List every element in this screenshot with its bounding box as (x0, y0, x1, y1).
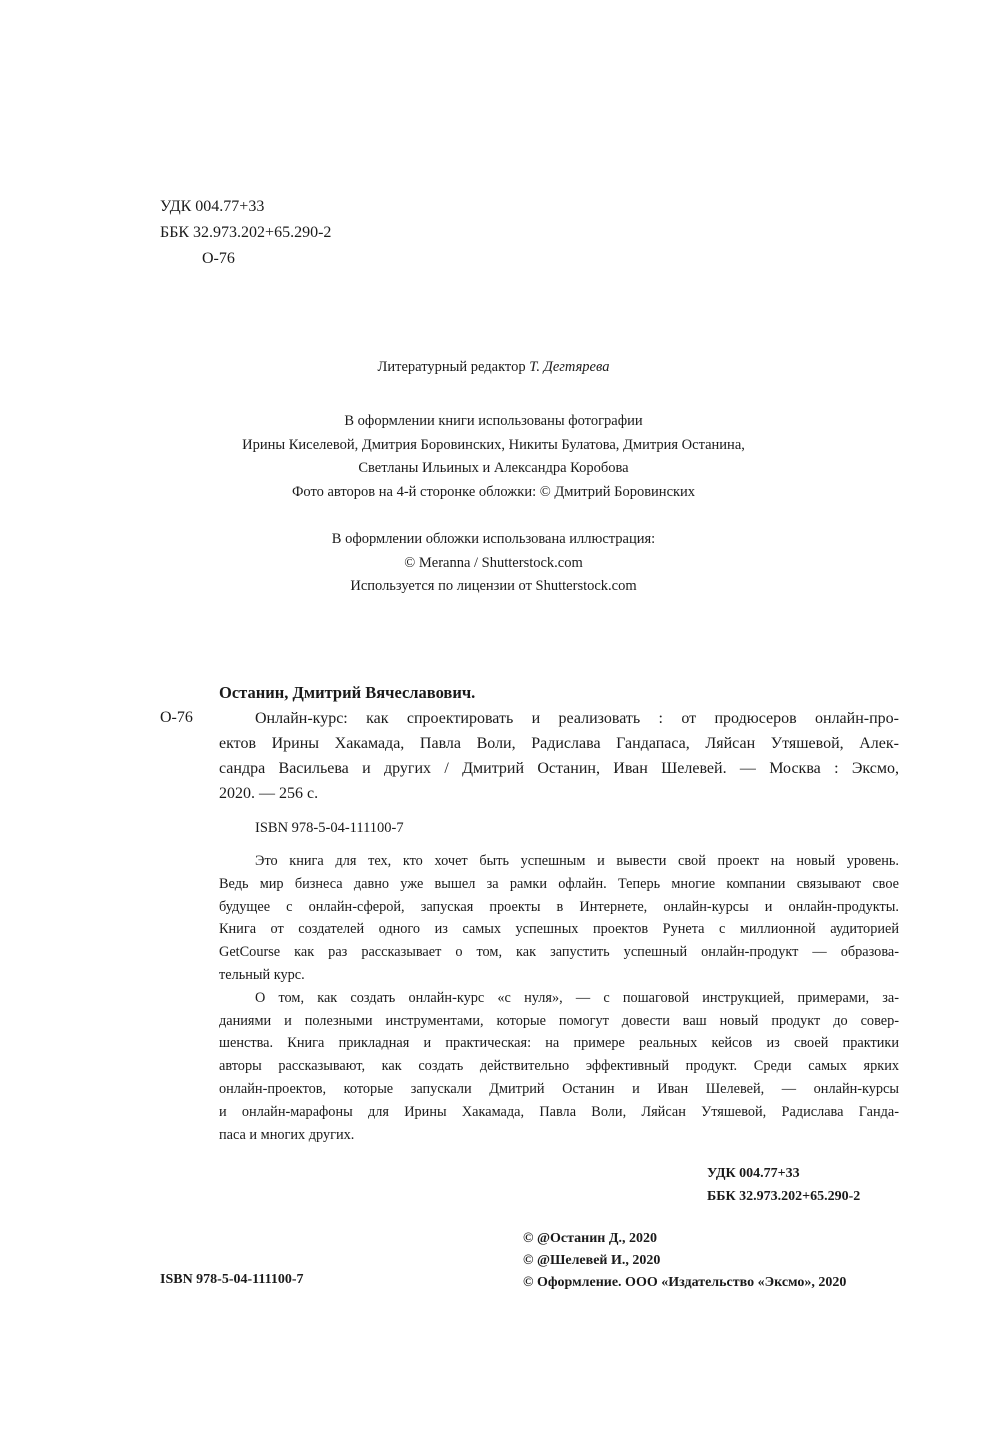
annotation-line: GetCourse как раз рассказывает о том, как запустить успешный онлайн-продукт — образова- (219, 944, 899, 961)
bbk-code: ББК 32.973.202+65.290-2 (160, 224, 332, 241)
catalog-isbn: ISBN 978-5-04-111100-7 (255, 820, 404, 836)
photo-credits (0, 410, 987, 504)
photo-credit-line: Светланы Ильиных и Александра Коробова (358, 460, 629, 476)
catalog-description (219, 706, 899, 806)
cover-credit-line: Используется по лицензии от Shutterstock.com (350, 578, 637, 594)
annotation-line: шенства. Книга прикладная и практическая: на примере реальных кейсов из своей практики (219, 1035, 899, 1052)
cover-credit-line: © Meranna / Shutterstock.com (404, 554, 583, 571)
annotation-line: будущее с онлайн-сферой, запуская проекты в Интернете, онлайн-курсы и онлайн-продукты. (219, 898, 899, 915)
annotation-line: Книга от создателей одного из самых успешных проектов Рунета с миллионной аудиторией (219, 921, 899, 938)
editor-prefix: Литературный редактор (377, 359, 530, 375)
udk-code: УДК 004.77+33 (160, 198, 265, 215)
copyright-line: © @Останин Д., 2020 (523, 1231, 657, 1246)
annotation-line: и онлайн-марафоны для Ирины Хакамада, Павла Воли, Ляйсан Утяшевой, Радислава Ганда- (219, 1103, 899, 1120)
description-line: ектов Ирины Хакамада, Павла Воли, Радислава Гандапаса, Ляйсан Утяшевой, Алек- (219, 735, 899, 752)
footer-bbk: ББК 32.973.202+65.290-2 (707, 1189, 861, 1204)
editor-credit (0, 356, 987, 380)
catalog-code: О-76 (160, 709, 193, 726)
footer-isbn: ISBN 978-5-04-111100-7 (160, 1272, 304, 1287)
annotation-line: Ведь мир бизнеса давно уже вышел за рамки офлайн. Теперь многие компании связывают свое (219, 875, 899, 892)
annotation-line: тельный курс. (219, 966, 305, 983)
author-sign-code: О-76 (202, 250, 235, 267)
annotation-line: паса и многих других. (219, 1126, 355, 1143)
cover-credits (0, 528, 987, 599)
annotation-line: онлайн-проектов, которые запускали Дмитрий Останин и Иван Шелевей, — онлайн-курсы (219, 1080, 899, 1097)
annotation-line: О том, как создать онлайн-курс «с нуля», — с пошаговой инструкцией, примерами, за- (255, 989, 899, 1006)
photo-credit-line: Ирины Киселевой, Дмитрия Боровинских, Никиты Булатова, Дмитрия Останина, (242, 436, 745, 453)
copyright-line: © @Шелевей И., 2020 (523, 1253, 661, 1268)
description-line: сандра Васильева и других / Дмитрий Останин, Иван Шелевей. — Москва : Эксмо, (219, 760, 899, 777)
annotation-line: Это книга для тех, кто хочет быть успешным и вывести свой проект на новый уровень. (255, 853, 899, 869)
photo-credit-line: Фото авторов на 4-й сторонке обложки: © Дмитрий Боровинских (291, 483, 696, 500)
catalog-author: Останин, Дмитрий Вячеславович. (219, 683, 476, 702)
annotation (219, 850, 899, 1146)
annotation-line: авторы рассказывают, как создать действительно эффективный продукт. Среди самых ярких (219, 1058, 899, 1075)
annotation-line: даниями и полезными инструментами, которые помогут довести ваш новый продукт до совер- (219, 1012, 899, 1029)
description-line: Онлайн-курс: как спроектировать и реализовать : от продюсеров онлайн-про- (255, 710, 899, 727)
cover-credit-line: В оформлении обложки использована иллюстрация: (331, 531, 656, 547)
photo-credit-line: В оформлении книги использованы фотографии (344, 413, 643, 429)
description-line: 2020. — 256 с. (219, 785, 319, 802)
editor-name: Т. Дегтярева (529, 359, 610, 375)
footer-udk: УДК 004.77+33 (707, 1166, 800, 1181)
copyright-line: © Оформление. ООО «Издательство «Эксмо», 2020 (523, 1275, 847, 1290)
